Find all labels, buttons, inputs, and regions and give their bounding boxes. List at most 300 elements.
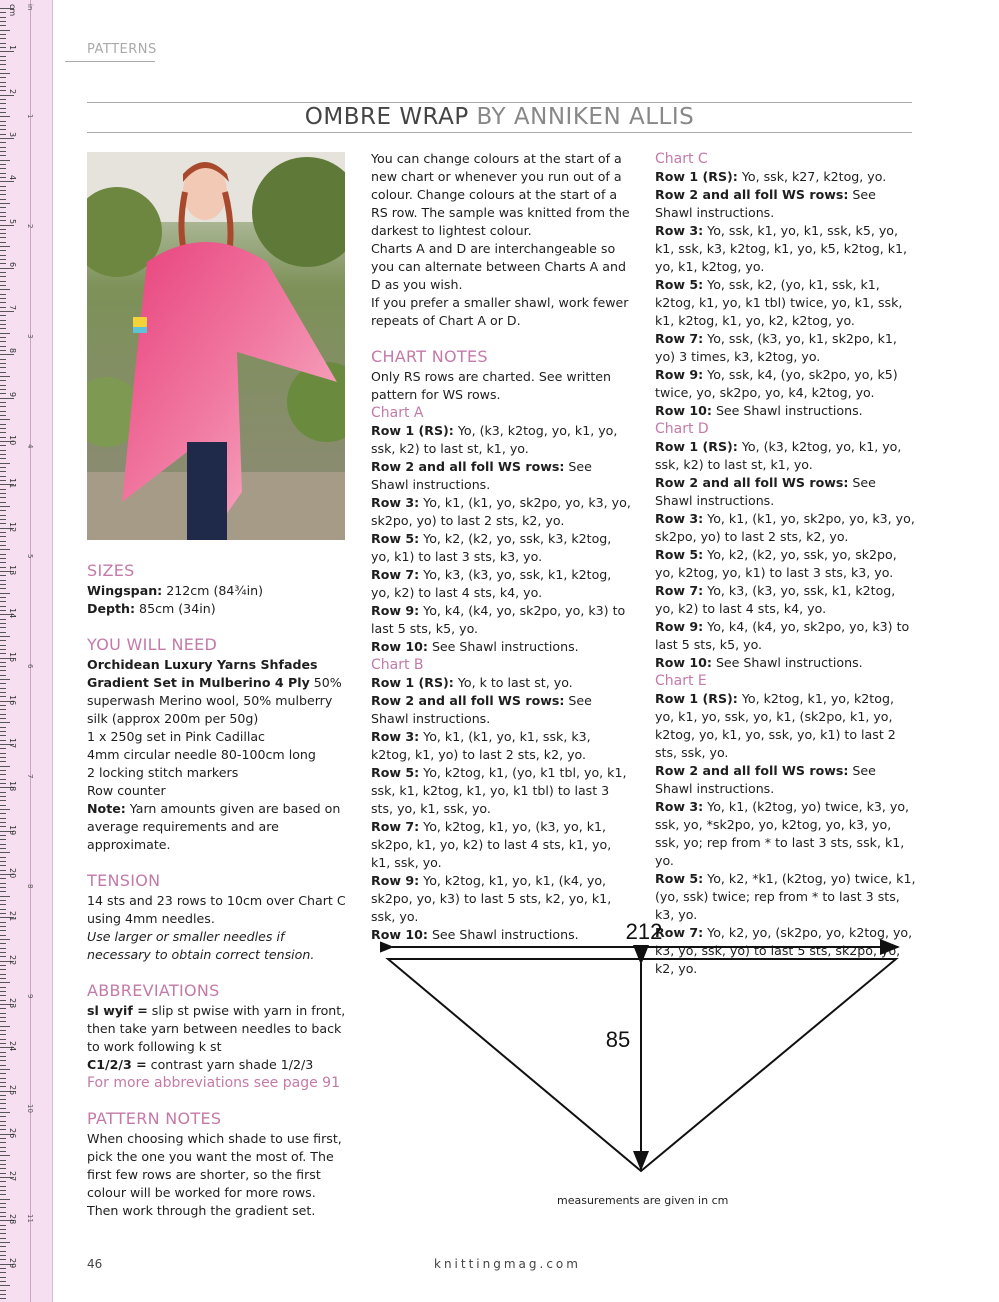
ruler-tick xyxy=(0,69,6,70)
ruler-tick xyxy=(0,502,6,503)
ruler-tick xyxy=(0,1255,6,1256)
materials-note: Note: Yarn amounts given are based on average requirements and are approximate. xyxy=(87,801,341,852)
ruler-tick xyxy=(0,1121,6,1122)
chart-row: Row 3: Yo, k1, (k1, yo, k1, ssk, k3, k2tog, k1, yo) to last 2 sts, k2, yo. xyxy=(371,729,591,762)
ruler-tick xyxy=(0,692,6,693)
ruler-tick xyxy=(0,826,6,827)
ruler-tick xyxy=(0,246,10,247)
ruler-tick xyxy=(0,1203,6,1204)
chart-d-heading: Chart D xyxy=(655,421,709,437)
ruler-tick xyxy=(0,844,6,845)
ruler-tick xyxy=(0,662,6,663)
ruler-tick xyxy=(0,523,6,524)
ruler-cm-number: 18 xyxy=(8,781,17,792)
ruler-tick xyxy=(0,129,6,130)
right-column xyxy=(655,150,917,978)
ruler-inch-number: 4 xyxy=(26,443,34,449)
ruler-inch-number: 6 xyxy=(26,663,34,669)
ruler-tick xyxy=(0,727,6,728)
ruler-tick xyxy=(0,134,6,135)
ruler-cm-number: 15 xyxy=(8,651,17,662)
ruler-tick xyxy=(0,307,6,308)
ruler-tick xyxy=(0,21,6,22)
ruler-tick xyxy=(0,402,6,403)
ruler-tick xyxy=(0,1008,6,1009)
ruler-tick xyxy=(0,1216,6,1217)
ruler-tick xyxy=(0,242,6,243)
ruler-tick xyxy=(0,956,6,957)
ruler-tick xyxy=(0,909,6,910)
ruler-inch-number: 11 xyxy=(26,1213,34,1223)
chart-row: Row 9: Yo, ssk, k4, (yo, sk2po, yo, k5) twice, yo, sk2po, yo, k4, k2tog, yo. xyxy=(655,367,898,400)
intro-paragraph: Charts A and D are interchangeable so you can alternate between Charts A and D as you wish. xyxy=(371,241,626,292)
title-rule-top xyxy=(87,102,912,103)
ruler-tick xyxy=(0,173,6,174)
ruler-tick xyxy=(0,891,6,892)
ruler-tick xyxy=(0,207,6,208)
chart-row: Row 7: Yo, k2, yo, (sk2po, yo, k2tog, yo, k3, yo, ssk, yo) to last 5 sts, sk2po, yo, k2, yo. xyxy=(655,925,913,976)
chart-row: Row 2 and all foll WS rows: See Shawl instructions. xyxy=(371,693,592,726)
ruler-tick xyxy=(0,220,6,221)
ruler-tick xyxy=(0,588,6,589)
ruler-cm-number: 1 xyxy=(8,45,17,51)
ruler-tick xyxy=(0,1086,6,1087)
ruler-tick xyxy=(0,839,6,840)
ruler-tick xyxy=(0,1125,6,1126)
ruler-tick xyxy=(0,311,14,312)
ruler-tick xyxy=(0,1298,6,1299)
ruler-tick xyxy=(0,943,6,944)
ruler-tick xyxy=(0,406,6,407)
ruler-tick xyxy=(0,99,6,100)
ruler-tick xyxy=(0,1095,6,1096)
materials-line: 1 x 250g set in Pink Cadillac xyxy=(87,729,265,744)
chart-row: Row 5: Yo, k2, (k2, yo, ssk, k3, k2tog, yo, k1) to last 3 sts, k3, yo. xyxy=(371,531,612,564)
ruler-tick xyxy=(0,857,6,858)
ruler-tick xyxy=(0,285,6,286)
ruler-cm-number: 13 xyxy=(8,564,17,576)
chart-row: Row 7: Yo, k3, (k3, yo, ssk, k1, k2tog, yo, k2) to last 4 sts, k4, yo. xyxy=(371,567,612,600)
ruler-tick xyxy=(0,1056,6,1057)
ruler-tick xyxy=(0,1281,6,1282)
ruler-tick xyxy=(0,77,6,78)
yarn-description: Orchidean Luxury Yarns Shfades Gradient Set in Mulberino 4 Ply 50% superwash Merino wool, 50% mulberry silk (approx 200m per 50g) xyxy=(87,657,342,726)
ruler-tick xyxy=(0,1017,6,1018)
intro-paragraph: If you prefer a smaller shawl, work fewer repeats of Chart A or D. xyxy=(371,295,629,328)
ruler-tick xyxy=(0,558,6,559)
ruler-tick xyxy=(0,627,6,628)
ruler-tick xyxy=(0,302,6,303)
ruler-tick xyxy=(0,1142,6,1143)
ruler-tick xyxy=(0,670,6,671)
page-number: 46 xyxy=(87,1257,103,1271)
ruler-inch-number: 7 xyxy=(26,773,34,779)
ruler-tick xyxy=(0,1160,6,1161)
ruler-tick xyxy=(0,1112,10,1113)
ruler-tick xyxy=(0,619,6,620)
ruler-tick xyxy=(0,606,6,607)
ruler-tick xyxy=(0,376,10,377)
ruler-tick xyxy=(0,1268,6,1269)
ruler-tick xyxy=(0,138,14,139)
chart-row: Row 1 (RS): Yo, ssk, k27, k2tog, yo. xyxy=(655,169,887,184)
ruler-tick xyxy=(0,121,6,122)
chart-a-heading: Chart A xyxy=(371,405,424,421)
chart-row: Row 7: Yo, ssk, (k3, yo, k1, sk2po, k1, yo) 3 times, k3, k2tog, yo. xyxy=(655,331,897,364)
ruler-cm-number: 16 xyxy=(8,694,17,705)
ruler-tick xyxy=(0,913,6,914)
ruler-tick xyxy=(0,1147,6,1148)
ruler-tick xyxy=(0,1238,6,1239)
ruler-tick xyxy=(0,160,10,161)
intro-paragraph: You can change colours at the start of a new chart or whenever you run out of a colour. Change colours at the start of a RS row. The sample was knitted from the darkest to lightest colour. xyxy=(371,151,630,238)
ruler-tick xyxy=(0,1181,6,1182)
ruler-tick xyxy=(0,1052,6,1053)
ruler-tick xyxy=(0,47,6,48)
ruler-tick xyxy=(0,632,6,633)
ruler-tick xyxy=(0,194,6,195)
ruler-tick xyxy=(0,389,6,390)
chart-row: Row 3: Yo, k1, (k1, yo, sk2po, yo, k3, yo, sk2po, yo) to last 2 sts, k2, yo. xyxy=(371,495,631,528)
you-will-need-heading: YOU WILL NEED xyxy=(87,635,218,654)
ruler-tick xyxy=(0,645,6,646)
ruler-tick xyxy=(0,688,6,689)
ruler-cm-number: 2 xyxy=(8,88,17,94)
ruler-tick xyxy=(0,822,6,823)
diagram-caption: measurements are given in cm xyxy=(557,1194,729,1207)
ruler-tick xyxy=(0,259,6,260)
ruler-tick xyxy=(0,835,6,836)
chart-b-heading: Chart B xyxy=(371,657,424,673)
ruler-tick xyxy=(0,415,6,416)
chart-row: Row 5: Yo, k2, *k1, (k2tog, yo) twice, k1, (yo, ssk) twice; rep from * to last 3 sts, k3, yo. xyxy=(655,871,916,922)
ruler-tick xyxy=(0,796,6,797)
ruler-tick xyxy=(0,320,6,321)
model-photo xyxy=(87,152,345,540)
ruler-tick xyxy=(0,818,6,819)
depth: Depth: 85cm (34in) xyxy=(87,601,216,616)
wingspan: Wingspan: 212cm (84¾in) xyxy=(87,583,263,598)
ruler-tick xyxy=(0,324,6,325)
more-abbreviations-link[interactable]: For more abbreviations see page 91 xyxy=(87,1075,340,1091)
abbreviation: sl wyif = slip st pwise with yarn in front, then take yarn between needles to back to work following k st xyxy=(87,1003,346,1054)
chart-row: Row 5: Yo, ssk, k2, (yo, k1, ssk, k1, k2tog, k1, yo, k1 tbl) twice, yo, k1, ssk, k1, k2tog, k1, yo, k2, k2tog, yo. xyxy=(655,277,903,328)
ruler-inch-number: 8 xyxy=(26,883,34,889)
ruler-tick xyxy=(0,328,6,329)
ruler-tick xyxy=(0,718,6,719)
tension-text: 14 sts and 23 rows to 10cm over Chart C using 4mm needles. xyxy=(87,893,346,926)
chart-row: Row 5: Yo, k2, (k2, yo, ssk, yo, sk2po, yo, k2tog, yo, k1) to last 3 sts, k3, yo. xyxy=(655,547,897,580)
ruler-tick xyxy=(0,532,6,533)
abbreviations-heading: ABBREVIATIONS xyxy=(87,981,220,1000)
ruler-tick xyxy=(0,783,6,784)
chart-row: Row 10: See Shawl instructions. xyxy=(371,639,579,654)
ruler-tick xyxy=(0,536,6,537)
ruler-inch-number: 10 xyxy=(26,1103,34,1113)
ruler-tick xyxy=(0,506,10,507)
chart-row: Row 10: See Shawl instructions. xyxy=(655,403,863,418)
chart-row: Row 10: See Shawl instructions. xyxy=(371,927,579,942)
ruler-tick xyxy=(0,848,6,849)
ruler-tick xyxy=(0,930,6,931)
ruler-tick xyxy=(0,649,6,650)
ruler-tick xyxy=(0,991,6,992)
chart-row: Row 9: Yo, k2tog, k1, yo, k1, (k4, yo, sk2po, yo, k3) to last 5 sts, k2, yo, k1, ssk, yo. xyxy=(371,873,612,924)
ruler-cm-number: 21 xyxy=(8,911,17,922)
materials-line: 4mm circular needle 80-100cm long xyxy=(87,747,316,762)
ruler-tick xyxy=(0,1242,10,1243)
ruler-tick xyxy=(0,679,10,680)
ruler-tick xyxy=(0,103,6,104)
ruler-tick xyxy=(0,1259,6,1260)
ruler-cm-number: 27 xyxy=(8,1171,17,1182)
ruler-cm-number: 5 xyxy=(8,218,17,224)
depth-label: 85 xyxy=(605,1027,631,1052)
ruler-tick xyxy=(0,289,10,290)
chart-e-heading: Chart E xyxy=(655,673,707,689)
ruler-tick xyxy=(0,939,10,940)
ruler-tick xyxy=(0,601,6,602)
ruler-tick xyxy=(0,575,6,576)
ruler-tick xyxy=(0,904,6,905)
tension-italic: Use larger or smaller needles if necessary to obtain correct tension. xyxy=(87,929,315,962)
ruler-tick xyxy=(0,164,6,165)
ruler-tick xyxy=(0,735,6,736)
ruler-tick xyxy=(0,17,6,18)
ruler-tick xyxy=(0,935,6,936)
ruler-tick xyxy=(0,1212,6,1213)
ruler-tick xyxy=(0,865,6,866)
ruler-tick xyxy=(0,1251,6,1252)
ruler-inch-number: 1 xyxy=(26,113,34,119)
ruler-tick xyxy=(0,705,6,706)
chart-row: Row 1 (RS): Yo, k2tog, k1, yo, k2tog, yo, k1, yo, ssk, yo, k1, (sk2po, k1, yo, k2tog, yo, k1, yo, ssk, yo, k1) to last 2 sts, ssk, yo. xyxy=(655,691,896,760)
ruler-tick xyxy=(0,761,6,762)
ruler-tick xyxy=(0,151,6,152)
ruler-tick xyxy=(0,155,6,156)
ruler-tick xyxy=(0,549,10,550)
ruler-tick xyxy=(0,1103,6,1104)
ruler-tick xyxy=(0,419,10,420)
ruler-tick xyxy=(0,216,6,217)
chart-row: Row 9: Yo, k4, (k4, yo, sk2po, yo, k3) to last 5 sts, k5, yo. xyxy=(655,619,910,652)
ruler-tick xyxy=(0,190,6,191)
ruler-tick xyxy=(0,1190,6,1191)
title-main: OMBRE WRAP xyxy=(304,104,469,130)
ruler-tick xyxy=(0,354,14,355)
ruler-tick xyxy=(0,878,6,879)
ruler-cm-number: 12 xyxy=(8,521,17,532)
chart-row: Row 10: See Shawl instructions. xyxy=(655,655,863,670)
ruler-tick xyxy=(0,1034,6,1035)
ruler-tick xyxy=(0,1099,6,1100)
ruler-tick xyxy=(0,800,6,801)
ruler-tick xyxy=(0,476,6,477)
ruler-tick xyxy=(0,887,6,888)
ruler-tick xyxy=(0,380,6,381)
ruler-tick xyxy=(0,255,6,256)
left-column xyxy=(87,560,349,1220)
section-tag-underline xyxy=(65,61,155,62)
ruler-tick xyxy=(0,272,6,273)
chart-row: Row 1 (RS): Yo, k to last st, yo. xyxy=(371,675,573,690)
ruler-tick xyxy=(0,363,6,364)
ruler-inch-number: 9 xyxy=(26,993,34,999)
ruler-tick xyxy=(0,367,6,368)
ruler-tick xyxy=(0,1013,6,1014)
ruler-tick xyxy=(0,974,6,975)
ruler-inch-number: in xyxy=(26,4,34,11)
ruler-tick xyxy=(0,237,6,238)
ruler-tick xyxy=(0,861,6,862)
pattern-notes-text: When choosing which shade to use first, pick the one you want the most of. The first few rows are shorter, so the first colour will be worked for more rows. Then work through the gradient set. xyxy=(87,1131,342,1218)
ruler-tick xyxy=(0,90,6,91)
ruler-tick xyxy=(0,1246,6,1247)
site-url: knittingmag.com xyxy=(434,1257,581,1271)
chart-row: Row 3: Yo, ssk, k1, yo, k1, ssk, k5, yo, k1, ssk, k3, k2tog, k1, yo, k5, k2tog, k1, yo, k1, k2tog, yo. xyxy=(655,223,908,274)
ruler-tick xyxy=(0,1164,6,1165)
materials-line: Row counter xyxy=(87,783,166,798)
ruler-tick xyxy=(0,497,6,498)
ruler-tick xyxy=(0,541,6,542)
ruler-tick xyxy=(0,199,6,200)
ruler-tick xyxy=(0,108,6,109)
ruler-cm-number: 10 xyxy=(8,435,17,446)
ruler-tick xyxy=(0,1173,6,1174)
ruler-tick xyxy=(0,731,6,732)
title-rule-bottom xyxy=(87,132,912,133)
ruler-cm-number: 14 xyxy=(8,608,17,619)
chart-row: Row 3: Yo, k1, (k2tog, yo) twice, k3, yo, ssk, yo, *sk2po, yo, k2tog, yo, k3, yo, ssk, yo; rep from * to last 3 sts, ssk, k1, yo. xyxy=(655,799,910,868)
chart-c-heading: Chart C xyxy=(655,151,708,167)
ruler-tick xyxy=(0,350,6,351)
ruler-tick xyxy=(0,64,6,65)
ruler-tick xyxy=(0,978,6,979)
sizes-heading: SIZES xyxy=(87,561,135,580)
ruler-tick xyxy=(0,813,6,814)
ruler-tick xyxy=(0,1030,6,1031)
ruler-tick xyxy=(0,1199,10,1200)
ruler-tick xyxy=(0,471,6,472)
ruler-tick xyxy=(0,268,14,269)
chart-row: Row 1 (RS): Yo, (k3, k2tog, yo, k1, yo, ssk, k2) to last st, k1, yo. xyxy=(655,439,902,472)
ruler-tick xyxy=(0,263,6,264)
ruler-tick xyxy=(0,965,6,966)
ruler-tick xyxy=(0,276,6,277)
ruler-tick xyxy=(0,315,6,316)
ruler-tick xyxy=(0,640,6,641)
ruler-cm-number: 9 xyxy=(8,391,17,397)
ruler-tick xyxy=(0,779,6,780)
ruler-tick xyxy=(0,722,10,723)
ruler-tick xyxy=(0,1272,6,1273)
ruler-cm-number: 17 xyxy=(8,738,17,749)
ruler-tick xyxy=(0,870,6,871)
ruler-tick xyxy=(0,225,14,226)
chart-row: Row 2 and all foll WS rows: See Shawl instructions. xyxy=(655,763,876,796)
ruler-tick xyxy=(0,666,6,667)
ruler-tick xyxy=(0,142,6,143)
ruler-tick xyxy=(0,1000,6,1001)
ruler-tick xyxy=(0,1207,6,1208)
title-author: BY ANNIKEN ALLIS xyxy=(476,104,695,130)
ruler-cm-number: 28 xyxy=(8,1214,17,1225)
ruler-tick xyxy=(0,186,6,187)
ruler-tick xyxy=(0,60,6,61)
ruler-tick xyxy=(0,740,6,741)
ruler-cm-number: 25 xyxy=(8,1084,17,1095)
ruler-tick xyxy=(0,73,10,74)
width-label: 212 xyxy=(625,919,663,944)
ruler-tick xyxy=(0,683,6,684)
ruler-tick xyxy=(0,372,6,373)
ruler-tick xyxy=(0,1168,6,1169)
chart-notes-text: Only RS rows are charted. See written pattern for WS rows. xyxy=(371,369,612,402)
ruler-cm-number: 8 xyxy=(8,348,17,354)
ruler-inch-number: 3 xyxy=(26,333,34,339)
ruler-tick xyxy=(0,454,6,455)
ruler-tick xyxy=(0,445,6,446)
ruler-cm-number: 11 xyxy=(8,478,17,489)
ruler-tick xyxy=(0,900,6,901)
ruler-tick xyxy=(0,1229,6,1230)
chart-row: Row 9: Yo, k4, (k4, yo, sk2po, yo, k3) to last 5 sts, k5, yo. xyxy=(371,603,626,636)
ruler-tick xyxy=(0,567,6,568)
ruler-tick xyxy=(0,298,6,299)
ruler-tick xyxy=(0,346,6,347)
ruler-tick xyxy=(0,181,14,182)
ruler-tick xyxy=(0,774,6,775)
ruler-tick xyxy=(0,1060,6,1061)
ruler-tick xyxy=(0,43,6,44)
chart-row: Row 7: Yo, k3, (k3, yo, ssk, k1, k2tog, yo, k2) to last 4 sts, k4, yo. xyxy=(655,583,896,616)
ruler-tick xyxy=(0,359,6,360)
ruler-tick xyxy=(0,480,6,481)
ruler-tick xyxy=(0,30,10,31)
ruler-tick xyxy=(0,597,6,598)
ruler-tick xyxy=(0,1194,6,1195)
ruler-tick xyxy=(0,1129,6,1130)
ruler-tick xyxy=(0,493,6,494)
ruler-tick xyxy=(0,168,6,169)
ruler-tick xyxy=(0,1065,6,1066)
ruler-tick xyxy=(0,177,6,178)
ruler-tick xyxy=(0,463,10,464)
ruler-tick xyxy=(0,623,6,624)
ruler-tick xyxy=(0,519,6,520)
ruler-tick xyxy=(0,1186,6,1187)
ruler-tick xyxy=(0,333,10,334)
section-tag: PATTERNS xyxy=(87,42,157,57)
ruler-tick xyxy=(0,1116,6,1117)
ruler-tick xyxy=(0,1290,6,1291)
ruler-tick xyxy=(0,995,6,996)
ruler-tick xyxy=(0,1285,10,1286)
ruler-tick xyxy=(0,1043,6,1044)
ruler-tick xyxy=(0,1069,10,1070)
ruler-tick xyxy=(0,229,6,230)
ruler-tick xyxy=(0,675,6,676)
chart-row: Row 5: Yo, k2tog, k1, (yo, k1 tbl, yo, k1, ssk, k1, k2tog, k1, yo, k1 tbl) to last 3 sts, yo, k1, ssk, yo. xyxy=(371,765,627,816)
materials-line: 2 locking stitch markers xyxy=(87,765,239,780)
ruler-tick xyxy=(0,38,6,39)
ruler-tick xyxy=(0,337,6,338)
ruler-tick xyxy=(0,1277,6,1278)
ruler-cm-number: 6 xyxy=(8,261,17,267)
ruler-tick xyxy=(0,982,10,983)
ruler-tick xyxy=(0,696,6,697)
abbreviation: C1/2/3 = contrast yarn shade 1/2/3 xyxy=(87,1057,314,1072)
